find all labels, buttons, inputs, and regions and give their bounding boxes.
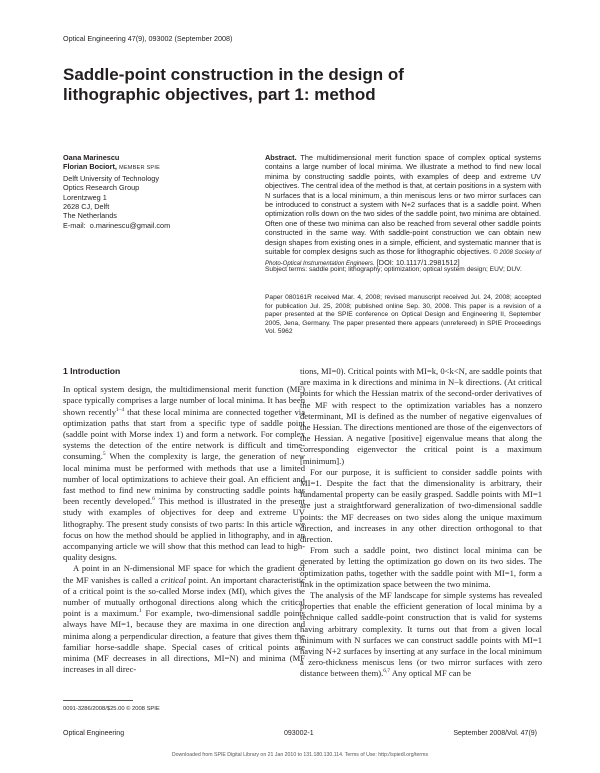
intro-paragraph-4: For our purpose, it is sufficient to consider saddle points with MI=1. Despite the fact that the dimensionality is arbitrary, their fundamental property can be easily grasped. Saddle points with MI=1 are just a straightforward generalization of two-dimensional saddle points: the MF decreases on two sides along the unique maximum direction, and increases in any other direction orthogonal to that direction.	[300, 466, 542, 545]
footer-journal: Optical Engineering	[63, 730, 125, 737]
subject-terms: Subject terms: saddle point; lithography; optimization; optical system design; EUV; DUV.	[265, 266, 522, 273]
affiliation-line: The Netherlands	[63, 211, 117, 221]
abstract	[265, 153, 541, 270]
issn-line: 0091-3286/2008/$25.00 © 2008 SPIE	[63, 706, 160, 712]
paper-title: Saddle-point construction in the design of lithographic objectives, part 1: method	[63, 65, 404, 104]
journal-header: Optical Engineering 47(9), 093002 (September 2008)	[63, 34, 233, 43]
abstract-doi[interactable]: [DOI: 10.1117/1.2981512]	[376, 258, 460, 268]
download-notice: Downloaded from SPIE Digital Library on 21 Jan 2010 to 131.180.130.114. Terms of Use: http://spiedl.org/terms	[171, 752, 429, 758]
affiliation-line: Optics Research Group	[63, 183, 140, 193]
email-label: E-mail:	[63, 220, 86, 230]
reference-link[interactable]: 1–4	[116, 406, 125, 413]
author-2-membership: MEMBER SPIE	[118, 165, 161, 172]
reference-link[interactable]: 6	[152, 496, 155, 503]
affiliation-line: Delft University of Technology	[63, 173, 159, 183]
author-1: Oana Marinescu	[63, 153, 120, 162]
intro-paragraph-6: The analysis of the MF landscape for simple systems has revealed properties that enable the efficient generation of local minima by a technique called saddle-point construction that is valid for systems having arbitrary complexity. It turns out that from a given local minimum with N surfaces we can construct saddle points with MI=1 having N+2 surfaces by inserting at any surface in the local minimum a zero-thickness meniscus lens (or two mirror surfaces with zero distance between them).$^{6,7}$ Any optical MF can be	[300, 590, 542, 679]
email-address[interactable]: o.marinescu@gmail.com	[89, 220, 171, 230]
intro-paragraph-1: In optical system design, the multidimensional merit function (MF) space typically comprises a large number of local minima. It has been shown recently$^{1-4}$ that these local minima are connected together via optimization paths that start from a specific type of saddle point (saddle point with Morse index 1) and form a network. For complex systems the detection of the entire network is difficult and time-consuming.$^5$ When the complexity is large, the generation of new local minima must be performed with methods that use a limited number of local optimizations to achieve their goal. An efficient and fast method to find new minima by constructing saddle points has been recently developed.$^6$ This method is illustrated in the present study with examples of objectives for deep and extreme UV lithography. The present study consists of two parts: In this article we focus on how the method should be applied in lithography, and in an accompanying article we will show that this method can lead to high-quality designs.	[63, 384, 306, 563]
reference-link[interactable]: 6,7	[383, 668, 391, 675]
author-block	[63, 153, 253, 230]
footnote-rule	[63, 700, 133, 701]
reference-link[interactable]: 5	[102, 451, 106, 458]
footer-page-number: 093002-1	[284, 730, 314, 737]
intro-paragraph-3: tions, MI=0). Critical points with MI=k, 0<k<N, are saddle points that are maxima in k directions and minima in N−k directions. (At critical points for which the Hessian matrix of the second-order derivatives of the MF with respect to the optimization variables has a nonzero determinant, MI is defined as the number of negative eigenvalues of the Hessian. The directions mentioned are those of the eigenvectors of the Hessian. A negative [positive] eigenvalue means that along the corresponding eigenvector the critical point is a maximum [minimum].)	[300, 366, 542, 466]
email-line	[63, 221, 253, 230]
abstract-label: Abstract.	[265, 153, 297, 162]
reference-link[interactable]: 1	[138, 608, 142, 615]
right-column	[300, 366, 542, 680]
affiliation-line: 2628 CJ, Delft	[63, 202, 110, 212]
abstract-text: The multidimensional merit function space of complex optical systems contains a large number of local minima. We illustrate a method to find new local minima by constructing saddle points, with examples of deep and extreme UV objectives. The central idea of the method is that, at certain positions in a system with N surfaces that is a local minimum, a thin meniscus lens or two mirror surfaces can be introduced to construct a system with N+2 surfaces that is a saddle point. When optimization rolls down on the two sides of the saddle point, two minima are obtained. Often one of these two minima can also be reached from several other saddle points constructed in the same way. With saddle-point construction we can obtain new design shapes from existing ones in a simple, efficient, and systematic manner that is suitable for complex designs such as those for lithographic objectives.	[265, 153, 541, 257]
intro-paragraph-5: From such a saddle point, two distinct local minima can be generated by letting the optimization go down on its two sides. The optimization paths, together with the saddle point with MI=1, form a link in the optimization space between the two minima.	[300, 545, 542, 589]
section-heading: 1 Introduction	[63, 366, 121, 376]
author-2: Florian Bociort,	[63, 162, 117, 172]
abstract-copyright: © 2008 Society of Photo-Optical Instrumentation Engineers.	[265, 250, 542, 268]
left-column	[63, 366, 305, 675]
footer-issue: September 2008/Vol. 47(9)	[453, 730, 537, 737]
author-2-line	[63, 162, 253, 173]
affiliation-line: Lorentzweg 1	[63, 192, 107, 202]
intro-paragraph-2: A point in an N-dimensional MF space for which the gradient of the MF vanishes is called a critical point. An important characteristic of a critical point is the so-called Morse index (MI), which gives the number of mutually orthogonal directions along which the critical point is a maximum.$^1$ For example, two-dimensional saddle points always have MI=1, because they are maxima in one direction and minima along a perpendicular direction, a feature that gives them the familiar horse-saddle shape. Special cases of critical points are minima (MF decreases in all directions, MI=N) and minima (MF increases in all direc-	[63, 563, 306, 675]
paper-history: Paper 080161R received Mar. 4, 2008; revised manuscript received Jul. 24, 2008; accepted for publication Jul. 25, 2008; published online Sep. 30, 2008. This paper is a revision of a paper presented at the SPIE conference on Optical Design and Engineering II, September 2005, Jena, Germany. The paper presented there appears (unrefereed) in SPIE Proceedings Vol. 5962	[265, 294, 541, 336]
